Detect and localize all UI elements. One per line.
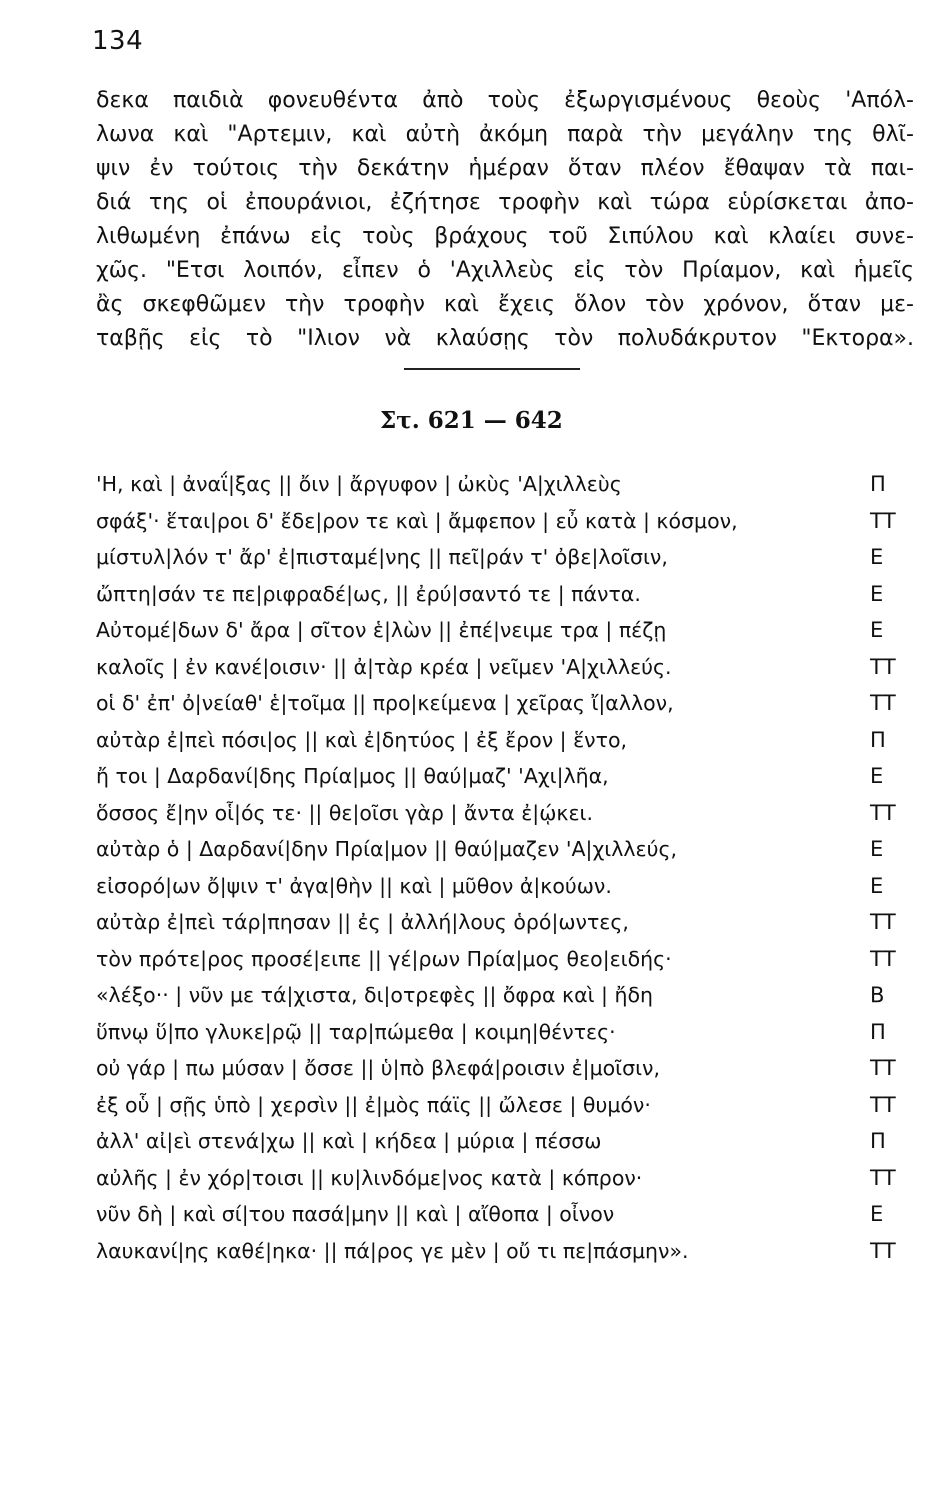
verse-line (96, 758, 914, 795)
section-heading: Στ. 621 — 642 (380, 407, 563, 434)
verse-line (96, 612, 914, 649)
verse-line (96, 466, 914, 503)
verse-text: 'Η, καὶ | ἀναΐ|ξας || ὄιν | ἄργυφον | ὠκὺς 'Α|χιλλεὺς (96, 472, 622, 496)
verse-mark: Β (870, 983, 885, 1007)
verse-mark: ΤΤ (870, 1238, 896, 1263)
verse-mark: ΤΤ (870, 1056, 896, 1080)
prose-line: δεκα παιδιὰ φονευθέντα ἀπὸ τοὺς ἐξωργισμένους θεοὺς 'Απόλ- (96, 88, 914, 113)
verse-line (96, 1123, 914, 1160)
verse-mark: Π (870, 472, 886, 496)
page-number: 134 (92, 26, 144, 56)
prose-line: ἂς σκεφθῶμεν τὴν τροφὴν καὶ ἔχεις ὅλον τὸν χρόνον, ὅταν με- (96, 292, 914, 317)
verse-mark: Π (870, 1019, 886, 1044)
verse-text: αὐλῆς | ἐν χόρ|τοισι || κυ|λινδόμε|νος κατὰ | κόπρον· (96, 1165, 643, 1190)
verse-mark: Ε (870, 618, 884, 642)
verse-mark: ΤΤ (870, 691, 896, 715)
prose-line: ψιν ἐν τούτοις τὴν δεκάτην ἡμέραν ὅταν πλέον ἔθαψαν τὰ παι- (96, 156, 914, 181)
verse-mark: ΤΤ (870, 1092, 896, 1117)
verse-mark: Ε (870, 873, 884, 898)
verse-text: ἀλλ' αἰ|εὶ στενά|χω || καὶ | κήδεα | μύρια | πέσσω (96, 1129, 602, 1153)
verse-mark: Ε (870, 837, 884, 861)
verse-mark: Ε (870, 764, 884, 788)
verse-mark: Ε (870, 1202, 884, 1226)
verse-line (96, 904, 914, 941)
verse-line (96, 941, 914, 978)
verse-line (96, 576, 914, 613)
verse-mark: ΤΤ (870, 508, 896, 533)
verse-line (96, 649, 914, 686)
verse-text: εἰσορό|ων ὄ|ψιν τ' ἀγα|θὴν || καὶ | μῦθον ἀ|κούων. (96, 873, 612, 898)
section-divider (404, 368, 580, 370)
prose-line: χῶς. "Ετσι λοιπόν, εἶπεν ὁ 'Αχιλλεὺς εἰς τὸν Πρίαμον, καὶ ἡμεῖς (96, 258, 914, 283)
verse-text: οὐ γάρ | πω μύσαν | ὄσσε || ὑ|πὸ βλεφά|ροισιν ἐ|μοῖσιν, (96, 1056, 661, 1080)
verse-text: σφάξ'· ἕται|ροι δ' ἔδε|ρον τε καὶ | ἄμφεπον | εὖ κατὰ | κόσμον, (96, 508, 738, 533)
verse-line (96, 503, 914, 540)
verse-text: αὐτὰρ ὁ | Δαρδανί|δην Πρία|μον || θαύ|μαζεν 'Α|χιλλεύς, (96, 837, 677, 861)
verse-line (96, 1014, 914, 1051)
verse-mark: Ε (870, 581, 884, 606)
verse-line (96, 685, 914, 722)
verse-mark: Π (870, 727, 886, 752)
verse-line (96, 1196, 914, 1233)
verse-text: μίστυλ|λόν τ' ἄρ' ἐ|πισταμέ|νης || πεῖ|ράν τ' ὀβε|λοῖσιν, (96, 545, 668, 569)
verse-line (96, 1160, 914, 1197)
prose-line: ταβῇς εἰς τὸ "Ιλιον νὰ κλαύσῃς τὸν πολυδάκρυτον "Εκτορα». (96, 326, 914, 351)
verse-line (96, 831, 914, 868)
verse-mark: ΤΤ (870, 910, 896, 934)
verse-line (96, 795, 914, 832)
verse-text: αὐτὰρ ἐ|πεὶ πόσι|ος || καὶ ἐ|δητύος | ἐξ ἔρον | ἕντο, (96, 727, 628, 752)
verse-text: Αὐτομέ|δων δ' ἄρα | σῖτον ἑ|λὼν || ἐπέ|νειμε τρα | πέζῃ (96, 618, 667, 642)
verse-mark: ΤΤ (870, 654, 896, 679)
prose-line: λωνα καὶ "Αρτεμιν, καὶ αὐτὴ ἀκόμη παρὰ τὴν μεγάλην της θλῖ- (96, 122, 914, 147)
verse-line (96, 1087, 914, 1124)
verse-text: οἱ δ' ἐπ' ὀ|νείαθ' ἑ|τοῖμα || προ|κείμενα | χεῖρας ἴ|αλλον, (96, 691, 674, 715)
verse-text: ὅσσος ἔ|ην οἷ|ός τε· || θε|οῖσι γὰρ | ἄντα ἐ|ῴκει. (96, 800, 593, 825)
verse-text: ὤπτη|σάν τε πε|ριφραδέ|ως, || ἐρύ|σαντό τε | πάντα. (96, 581, 641, 606)
verse-line (96, 1233, 914, 1270)
verse-text: ἤ τοι | Δαρδανί|δης Πρία|μος || θαύ|μαζ' 'Αχι|λῆα, (96, 764, 609, 788)
verse-text: λαυκανί|ης καθέ|ηκα· || πά|ρος γε μὲν | οὔ τι πε|πάσμην». (96, 1238, 689, 1263)
verse-mark: ΤΤ (870, 946, 896, 971)
verse-list (96, 466, 914, 1269)
verse-line (96, 722, 914, 759)
verse-mark: Π (870, 1129, 886, 1153)
verse-text: νῦν δὴ | καὶ σί|του πασά|μην || καὶ | αἴθοπα | οἶνον (96, 1202, 615, 1226)
verse-line (96, 539, 914, 576)
verse-text: ἐξ οὗ | σῇς ὑπὸ | χερσὶν || ἐ|μὸς πάϊς || ὤλεσε | θυμόν· (96, 1092, 651, 1117)
verse-text: ὕπνῳ ὕ|πο γλυκε|ρῷ || ταρ|πώμεθα | κοιμη|θέντες· (96, 1019, 616, 1044)
verse-text: «λέξο·· | νῦν με τά|χιστα, δι|οτρεφὲς || ὄφρα καὶ | ἤδη (96, 983, 653, 1007)
verse-text: τὸν πρότε|ρος προσέ|ειπε || γέ|ρων Πρία|μος θεο|ειδής· (96, 946, 672, 971)
prose-line: λιθωμένη ἐπάνω εἰς τοὺς βράχους τοῦ Σιπύλου καὶ κλαίει συνε- (96, 224, 914, 249)
verse-mark: ΤΤ (870, 1165, 896, 1190)
verse-text: καλοῖς | ἐν κανέ|οισιν· || ἀ|τὰρ κρέα | νεῖμεν 'Α|χιλλεύς. (96, 654, 672, 679)
verse-mark: Ε (870, 545, 884, 569)
prose-paragraph (96, 84, 914, 356)
verse-line (96, 868, 914, 905)
verse-text: αὐτὰρ ἐ|πεὶ τάρ|πησαν || ἐς | ἀλλή|λους ὁρό|ωντες, (96, 910, 629, 934)
verse-line (96, 1050, 914, 1087)
prose-line: διά της οἱ ἐπουράνιοι, ἐζήτησε τροφὴν καὶ τώρα εὑρίσκεται ἀπο- (96, 190, 914, 215)
verse-line (96, 977, 914, 1014)
verse-mark: ΤΤ (870, 800, 896, 825)
